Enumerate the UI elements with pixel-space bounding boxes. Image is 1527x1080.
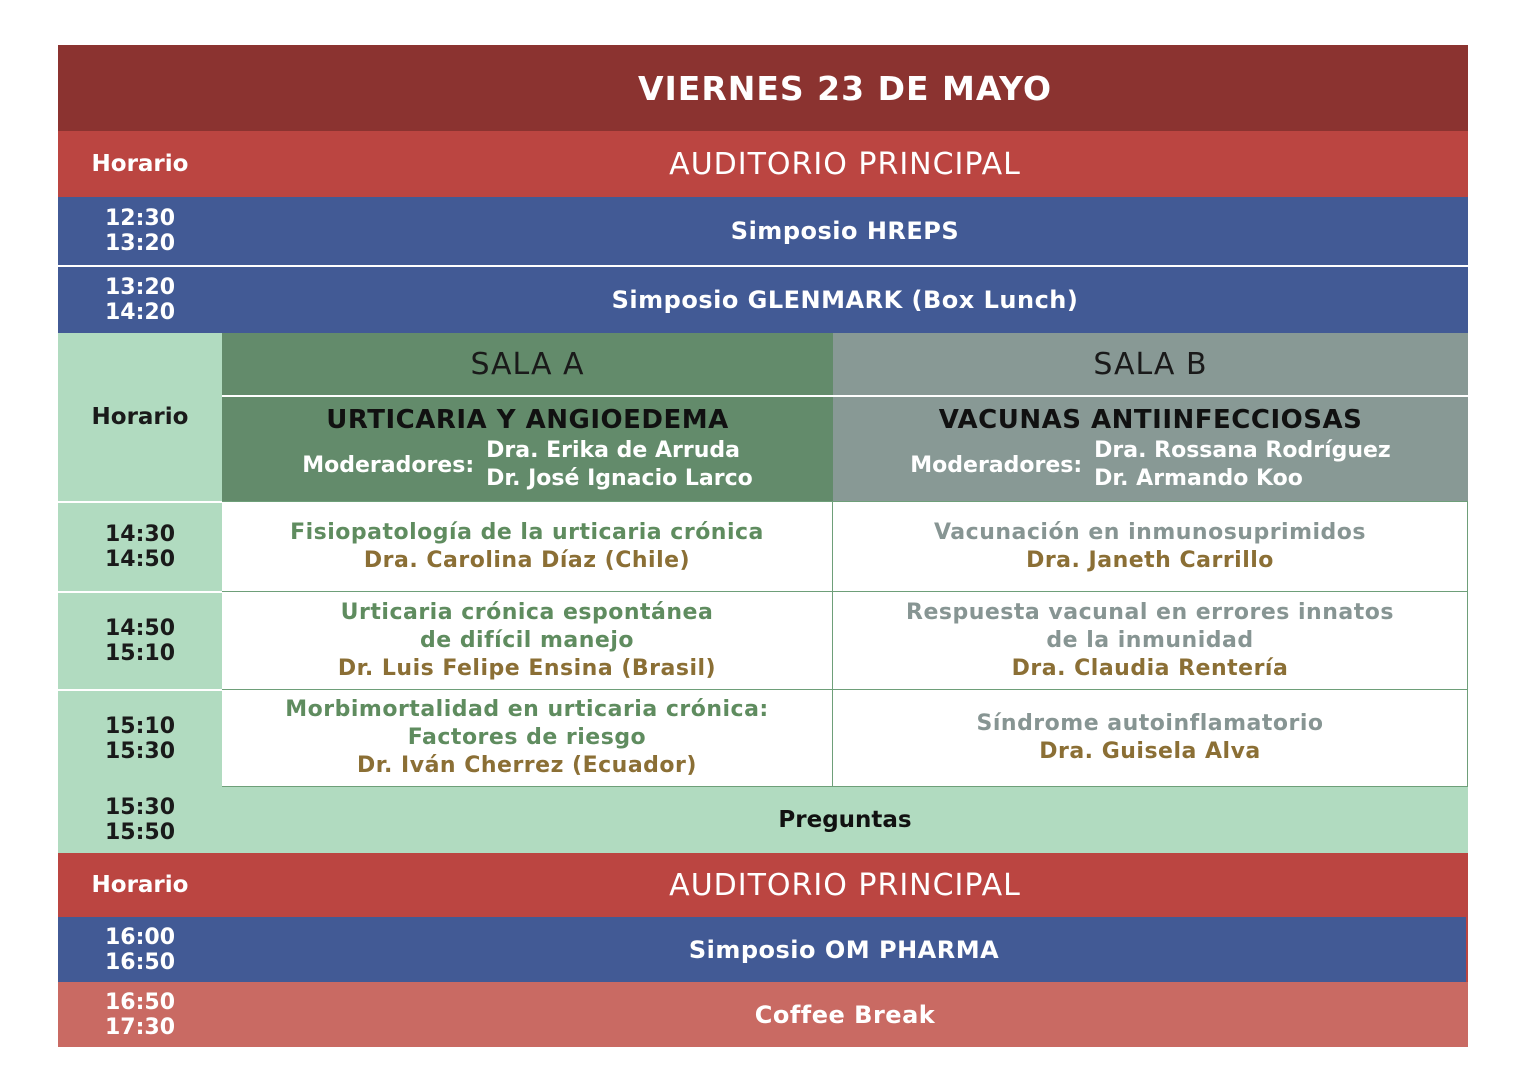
talk-title: Fisiopatología de la urticaria crónica xyxy=(290,519,764,545)
time-cell xyxy=(58,982,222,1047)
moderators-label: Moderadores: xyxy=(910,452,1083,478)
talk-speaker: Dr. Iván Cherrez (Ecuador) xyxy=(357,753,697,778)
session-title: Coffee Break xyxy=(754,1000,936,1029)
time-cell xyxy=(58,917,222,982)
horario-rooms-cell xyxy=(58,333,222,501)
time-end: 13:20 xyxy=(104,231,176,256)
talk-title-line: Urticaria crónica espontánea xyxy=(340,599,714,625)
day-header xyxy=(58,45,1468,131)
sala-b-header xyxy=(833,333,1468,397)
time-start: 15:10 xyxy=(104,714,176,739)
time-start: 15:30 xyxy=(104,795,176,820)
time-start: 14:30 xyxy=(104,522,176,547)
time-start: 13:20 xyxy=(104,275,176,300)
questions-label: Preguntas xyxy=(778,807,912,833)
time-cell xyxy=(58,197,222,265)
questions-row xyxy=(58,787,1468,853)
talk-title-line: Síndrome autoinflamatorio xyxy=(976,711,1324,736)
time-cell xyxy=(58,501,222,591)
time-end: 15:10 xyxy=(104,641,176,666)
talk-row xyxy=(58,591,1468,689)
moderator-name: Dra. Rossana Rodríguez xyxy=(1094,438,1391,463)
talk-speaker: Dra. Janeth Carrillo xyxy=(1026,547,1274,573)
time-start: 16:00 xyxy=(104,924,176,950)
sala-a-session xyxy=(222,397,833,501)
time-end: 15:30 xyxy=(104,739,176,764)
sala-a-talk xyxy=(222,689,833,787)
talk-title: Vacunación en inmunosuprimidos xyxy=(933,519,1367,545)
talk-speaker: Dra. Guisela Alva xyxy=(1039,739,1261,764)
time-end: 17:30 xyxy=(104,1014,176,1040)
moderators-label: Moderadores: xyxy=(302,452,475,478)
horario-label: Horario xyxy=(91,404,189,430)
talk-title-line: de difícil manejo xyxy=(419,627,635,653)
time-cell xyxy=(58,787,222,853)
session-title: Simposio OM PHARMA xyxy=(688,935,1000,964)
sala-a-talk xyxy=(222,501,833,591)
talk-row xyxy=(58,501,1468,591)
session-row-om-pharma xyxy=(58,917,1468,982)
time-end: 15:50 xyxy=(104,820,176,845)
session-row-glenmark xyxy=(58,267,1468,333)
time-end: 14:50 xyxy=(104,547,176,572)
time-end: 14:20 xyxy=(104,300,176,325)
moderator-name: Dr. Armando Koo xyxy=(1094,466,1303,491)
time-start: 12:30 xyxy=(104,206,176,231)
talk-row xyxy=(58,689,1468,787)
horario-label: Horario xyxy=(91,871,189,898)
time-start: 16:50 xyxy=(104,989,176,1015)
sala-b-talk xyxy=(833,501,1468,591)
talk-title-line: de la inmunidad xyxy=(1046,627,1254,653)
sala-b-moderators xyxy=(910,437,1390,493)
session-row-hreps xyxy=(58,197,1468,267)
session-row-coffee-break xyxy=(58,982,1468,1047)
session-title: Simposio GLENMARK (Box Lunch) xyxy=(611,286,1079,314)
venue-title: AUDITORIO PRINCIPAL xyxy=(669,867,1021,903)
time-start: 14:50 xyxy=(104,616,176,641)
sala-a-talk xyxy=(222,591,833,689)
session-title: Simposio HREPS xyxy=(730,217,960,245)
talk-title-line: Factores de riesgo xyxy=(407,725,647,750)
sala-b-talk xyxy=(833,689,1468,787)
talk-speaker: Dra. Claudia Rentería xyxy=(1011,655,1289,681)
auditorio-header-1 xyxy=(58,131,1468,197)
day-title: VIERNES 23 DE MAYO xyxy=(637,68,1053,108)
sala-a-moderators xyxy=(302,437,753,493)
moderator-name: Dra. Erika de Arruda xyxy=(486,438,740,463)
sala-a-name: SALA A xyxy=(470,346,585,382)
venue-title: AUDITORIO PRINCIPAL xyxy=(669,146,1021,182)
talk-title-line: Respuesta vacunal en errores innatos xyxy=(906,599,1394,625)
sala-a-session-title: URTICARIA Y ANGIOEDEMA xyxy=(326,405,729,435)
time-cell xyxy=(58,267,222,333)
sala-b-session-title: VACUNAS ANTIINFECCIOSAS xyxy=(938,405,1363,435)
time-end: 16:50 xyxy=(104,949,176,975)
time-cell xyxy=(58,591,222,689)
moderator-name: Dr. José Ignacio Larco xyxy=(486,466,753,491)
horario-label: Horario xyxy=(91,150,189,177)
sala-a-header xyxy=(222,333,833,397)
auditorio-header-2 xyxy=(58,853,1468,917)
time-cell xyxy=(58,689,222,787)
sala-b-talk xyxy=(833,591,1468,689)
talk-speaker: Dra. Carolina Díaz (Chile) xyxy=(363,547,691,573)
talk-speaker: Dr. Luis Felipe Ensina (Brasil) xyxy=(337,655,717,681)
sala-b-name: SALA B xyxy=(1093,346,1208,382)
sala-b-session xyxy=(833,397,1468,501)
talk-title-line: Morbimortalidad en urticaria crónica: xyxy=(285,697,769,722)
